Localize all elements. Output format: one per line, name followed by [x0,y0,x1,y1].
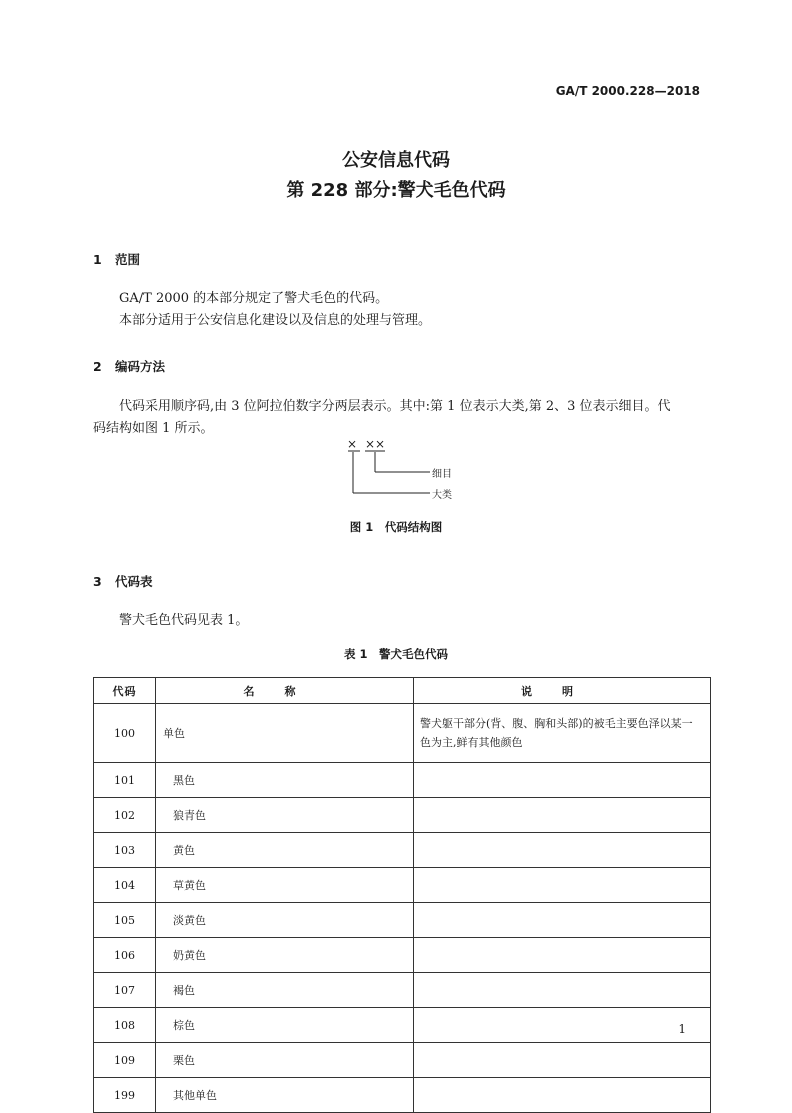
description-cell [414,1008,711,1043]
table-row [94,868,711,903]
name-cell: 奶黄色 [156,938,414,973]
table-row [94,903,711,938]
section-2-paragraph-1 [93,396,713,418]
table-row [94,798,711,833]
figure-caption: 图 1 代码结构图 [349,520,443,534]
description-cell [414,763,711,798]
name-cell: 栗色 [156,1043,414,1078]
section-1-paragraph-2 [93,310,713,332]
major-digit-symbol: × [347,437,358,451]
table-row [94,938,711,973]
paragraph-text: 警犬毛色代码见表 1。 [119,613,249,628]
description-line: 警犬躯干部分(背、腹、胸和头部)的被毛主要色泽以某一 [420,717,693,730]
section-2-heading [93,357,165,375]
header-name: 名称 [156,678,414,704]
section-title: 代码表 [115,574,153,589]
code-cell: 199 [94,1078,156,1113]
code-cell: 104 [94,868,156,903]
description-cell [414,868,711,903]
header-description: 说明 [414,678,711,704]
description-cell [414,1078,711,1113]
title-line-2: 第 228 部分:警犬毛色代码 [286,180,506,201]
document-title [0,146,792,206]
table-header-row [94,678,711,704]
paragraph-text: 本部分适用于公安信息化建设以及信息的处理与管理。 [119,313,432,328]
name-cell: 棕色 [156,1008,414,1043]
code-cell: 107 [94,973,156,1008]
section-3-paragraph-1 [93,610,713,632]
code-cell: 106 [94,938,156,973]
section-3-heading [93,572,153,590]
name-cell: 草黄色 [156,868,414,903]
code-cell: 101 [94,763,156,798]
fur-color-code-table [93,677,711,1113]
section-title: 编码方法 [115,359,166,374]
code-cell: 105 [94,903,156,938]
name-cell: 褐色 [156,973,414,1008]
page-number: 1 [678,1022,686,1036]
section-1-heading [93,250,140,268]
description-cell [414,1043,711,1078]
description-cell [414,903,711,938]
table-row [94,704,711,763]
name-cell: 其他单色 [156,1078,414,1113]
section-1-paragraph-1 [93,288,713,310]
description-cell [414,704,711,763]
paragraph-text: 代码采用顺序码,由 3 位阿拉伯数字分两层表示。其中:第 1 位表示大类,第 2、3 位表示细目。代 [119,399,671,414]
section-number: 3 [93,574,102,589]
header-code: 代码 [94,678,156,704]
paragraph-text: 码结构如图 1 所示。 [93,421,214,436]
code-cell: 108 [94,1008,156,1043]
name-cell: 狼青色 [156,798,414,833]
major-label: 大类 [432,490,452,501]
table-row [94,1008,711,1043]
code-cell: 109 [94,1043,156,1078]
minor-digits-symbol: ×× [365,437,386,451]
section-title: 范围 [115,252,141,267]
description-cell [414,938,711,973]
standard-number: GA/T 2000.228—2018 [555,84,700,98]
minor-label: 细目 [432,469,452,480]
title-line-1: 公安信息代码 [342,150,450,171]
description-cell [414,798,711,833]
name-cell: 淡黄色 [156,903,414,938]
paragraph-text: GA/T 2000 的本部分规定了警犬毛色的代码。 [119,291,389,306]
section-number: 2 [93,359,102,374]
description-cell [414,833,711,868]
table-row [94,833,711,868]
name-cell: 单色 [156,704,414,763]
name-cell: 黄色 [156,833,414,868]
code-cell: 100 [94,704,156,763]
name-cell: 黑色 [156,763,414,798]
section-number: 1 [93,252,102,267]
code-structure-diagram [340,437,470,501]
table-caption: 表 1 警犬毛色代码 [343,647,448,661]
code-cell: 102 [94,798,156,833]
description-line: 色为主,鲜有其他颜色 [420,736,523,749]
description-cell [414,973,711,1008]
table-row [94,973,711,1008]
code-cell: 103 [94,833,156,868]
section-2-paragraph-2 [93,418,713,440]
table-row [94,1043,711,1078]
table-row [94,763,711,798]
table-row [94,1078,711,1113]
